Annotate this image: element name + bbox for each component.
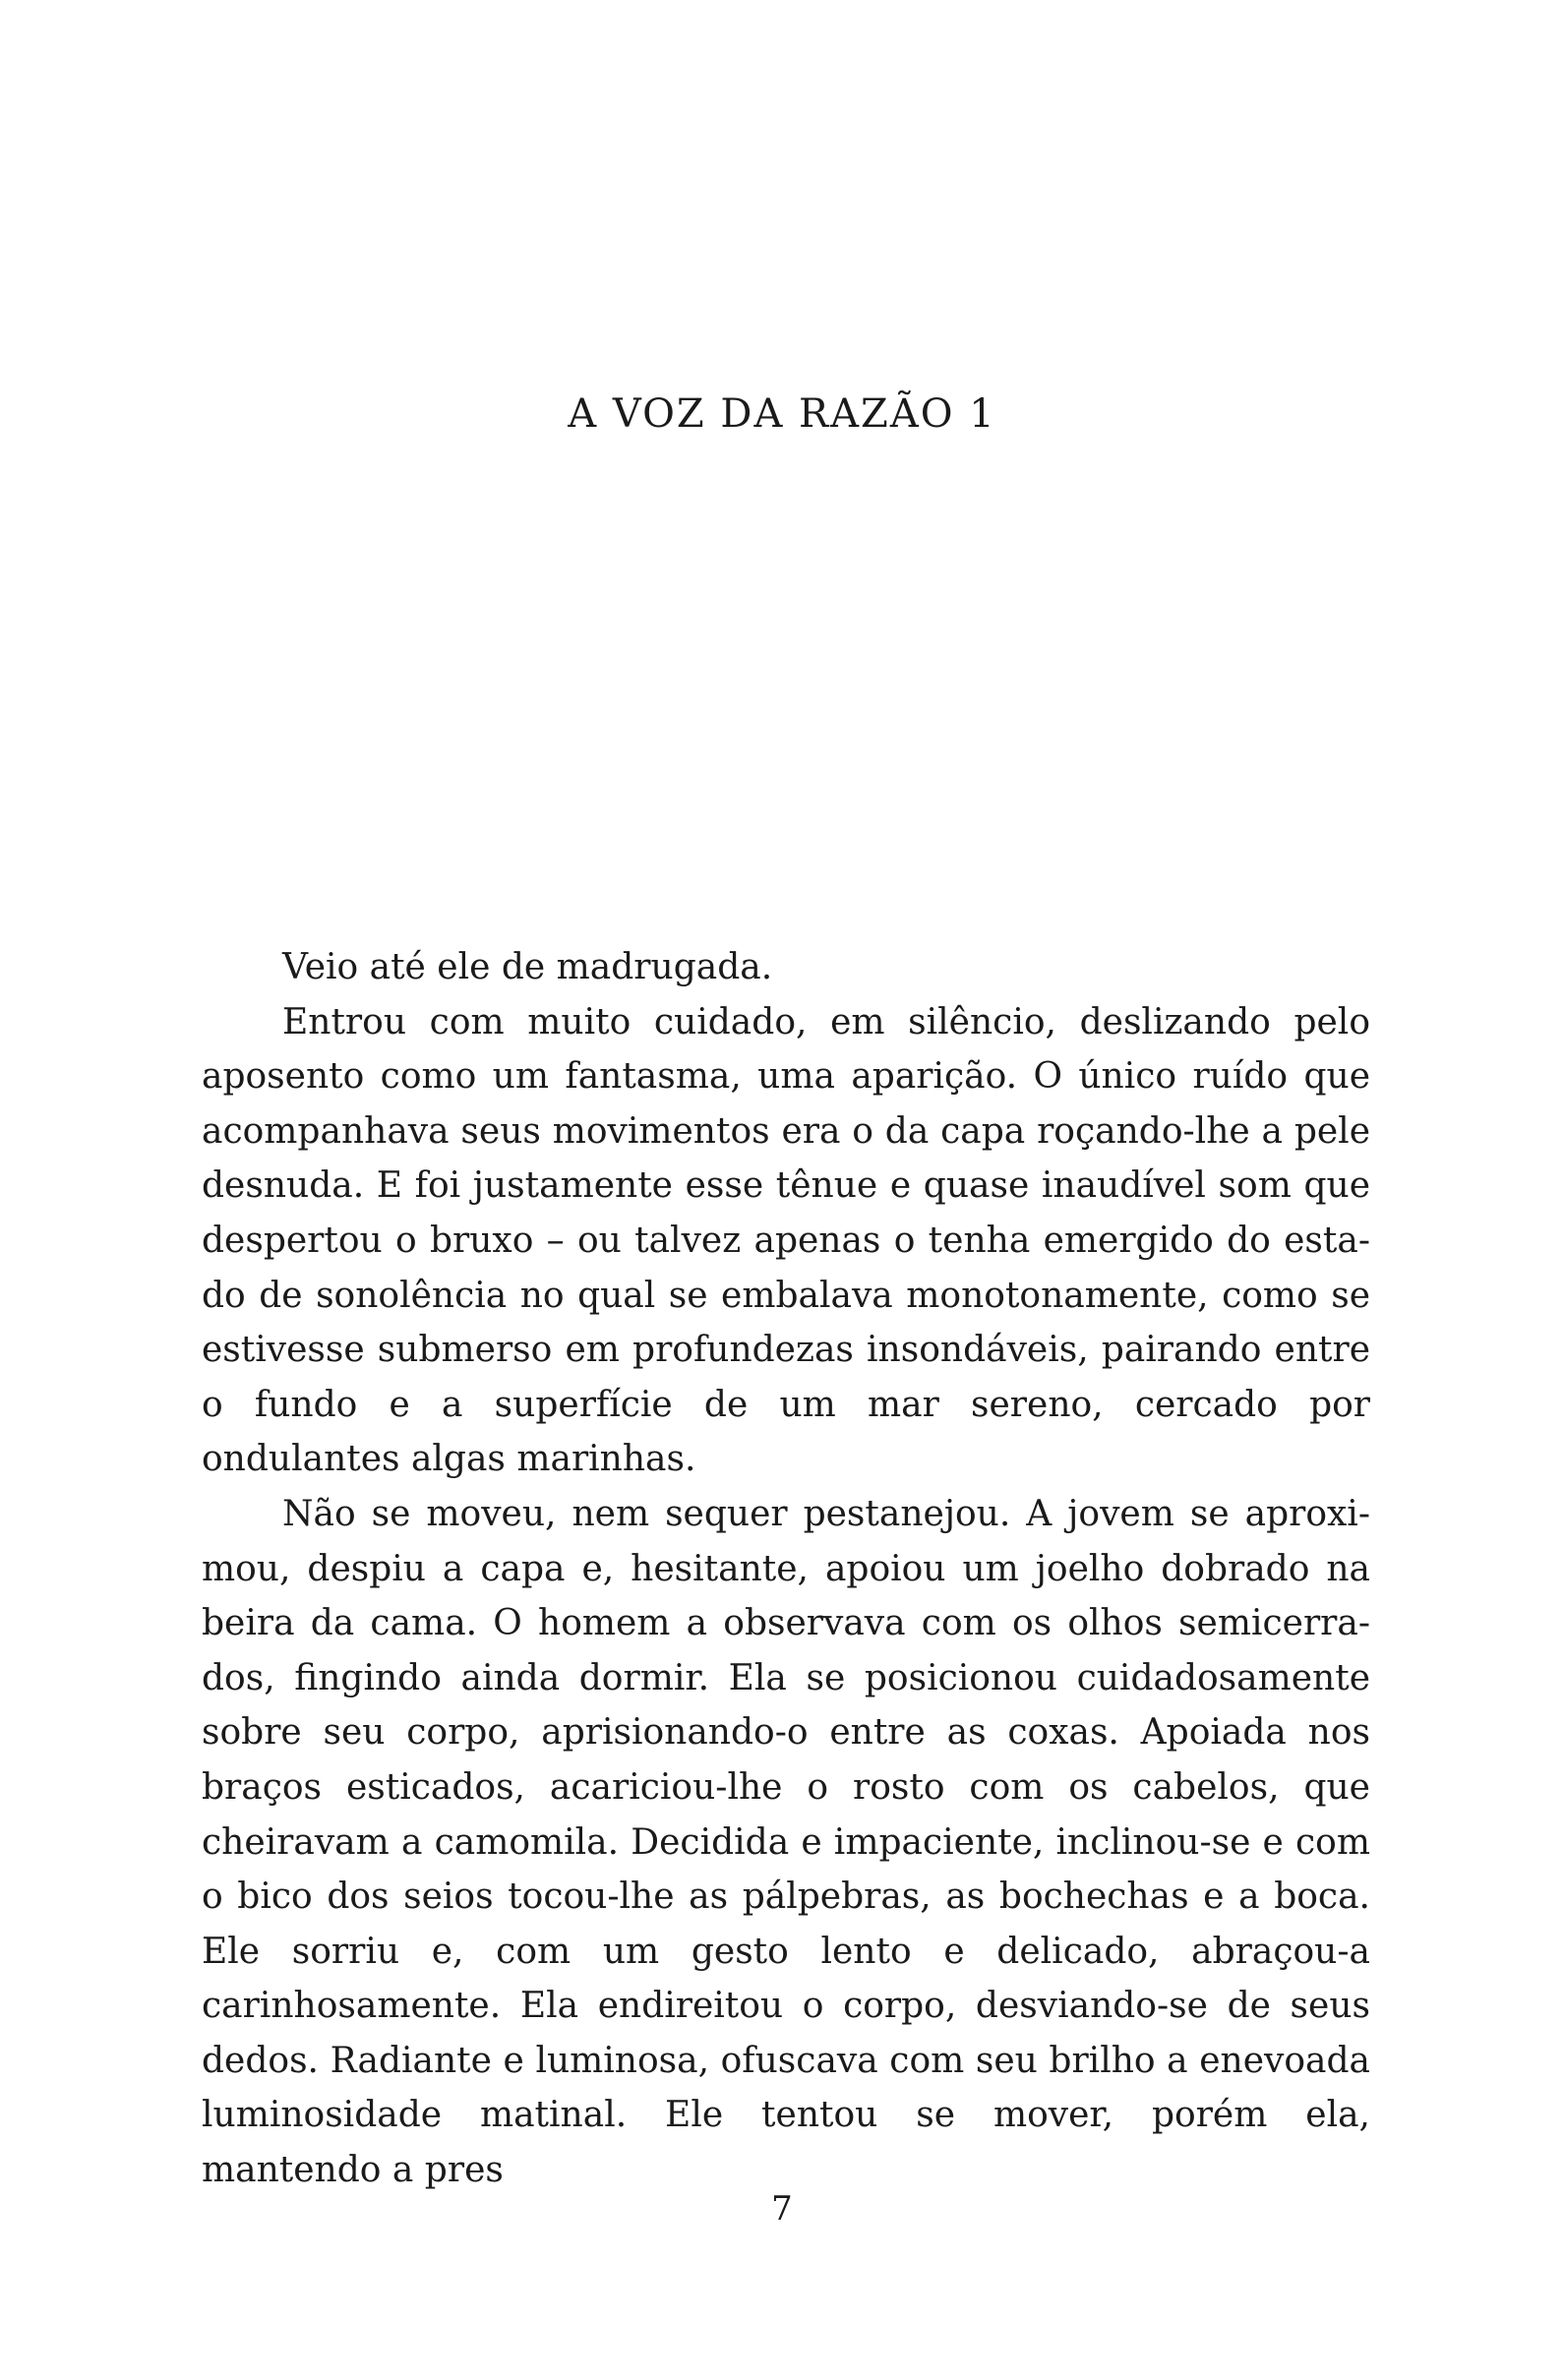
paragraph-1: Veio até ele de madrugada. [282,947,773,987]
page-number: 7 [771,2189,793,2229]
body-text [202,940,1370,2198]
paragraph-3: Não se moveu, nem sequer pestanejou. A jovem se aproximou, despiu a capa e, hesitante, apoiou um joelho dobrado na beira da cama. O homem a observava com os olhos semicerrados, fingindo ainda dormir. Ela se posicionou cuidadosamente sobre seu corpo, aprisionando-o entre as coxas. Apoiada nos braços esticados, acariciou-lhe o rosto com os cabelos, que cheiravam a camomila. Decidida e impaciente, inclinou-se e com o bico dos seios tocou-lhe as pálpebras, as bochechas e a boca. Ele sorriu e, com um gesto lento e delicado, abraçou-a carinhosamente. Ela endireitou o corpo, desviando-se de seus dedos. Radiante e luminosa, ofuscava com seu brilho a enevoada luminosidade matinal. Ele tentou se mover, porém ela, mantendo a pres [202,1493,1370,2191]
paragraph-2: Entrou com muito cuidado, em silêncio, deslizando pelo aposento como um fantasma, uma aparição. O único ruído que acompanhava seus movimentos era o da capa roçando-lhe a pele desnuda. E foi justamente esse tênue e quase inaudível som que despertou o bruxo – ou talvez apenas o tenha emergido do estado de sonolência no qual se embalava monotonamente, como se estivesse submerso em profundezas insondáveis, pairando entre o fundo e a superfície de um mar sereno, cercado por ondulantes algas marinhas. [202,1001,1370,1480]
chapter-title: A VOZ DA RAZÃO 1 [568,391,996,437]
